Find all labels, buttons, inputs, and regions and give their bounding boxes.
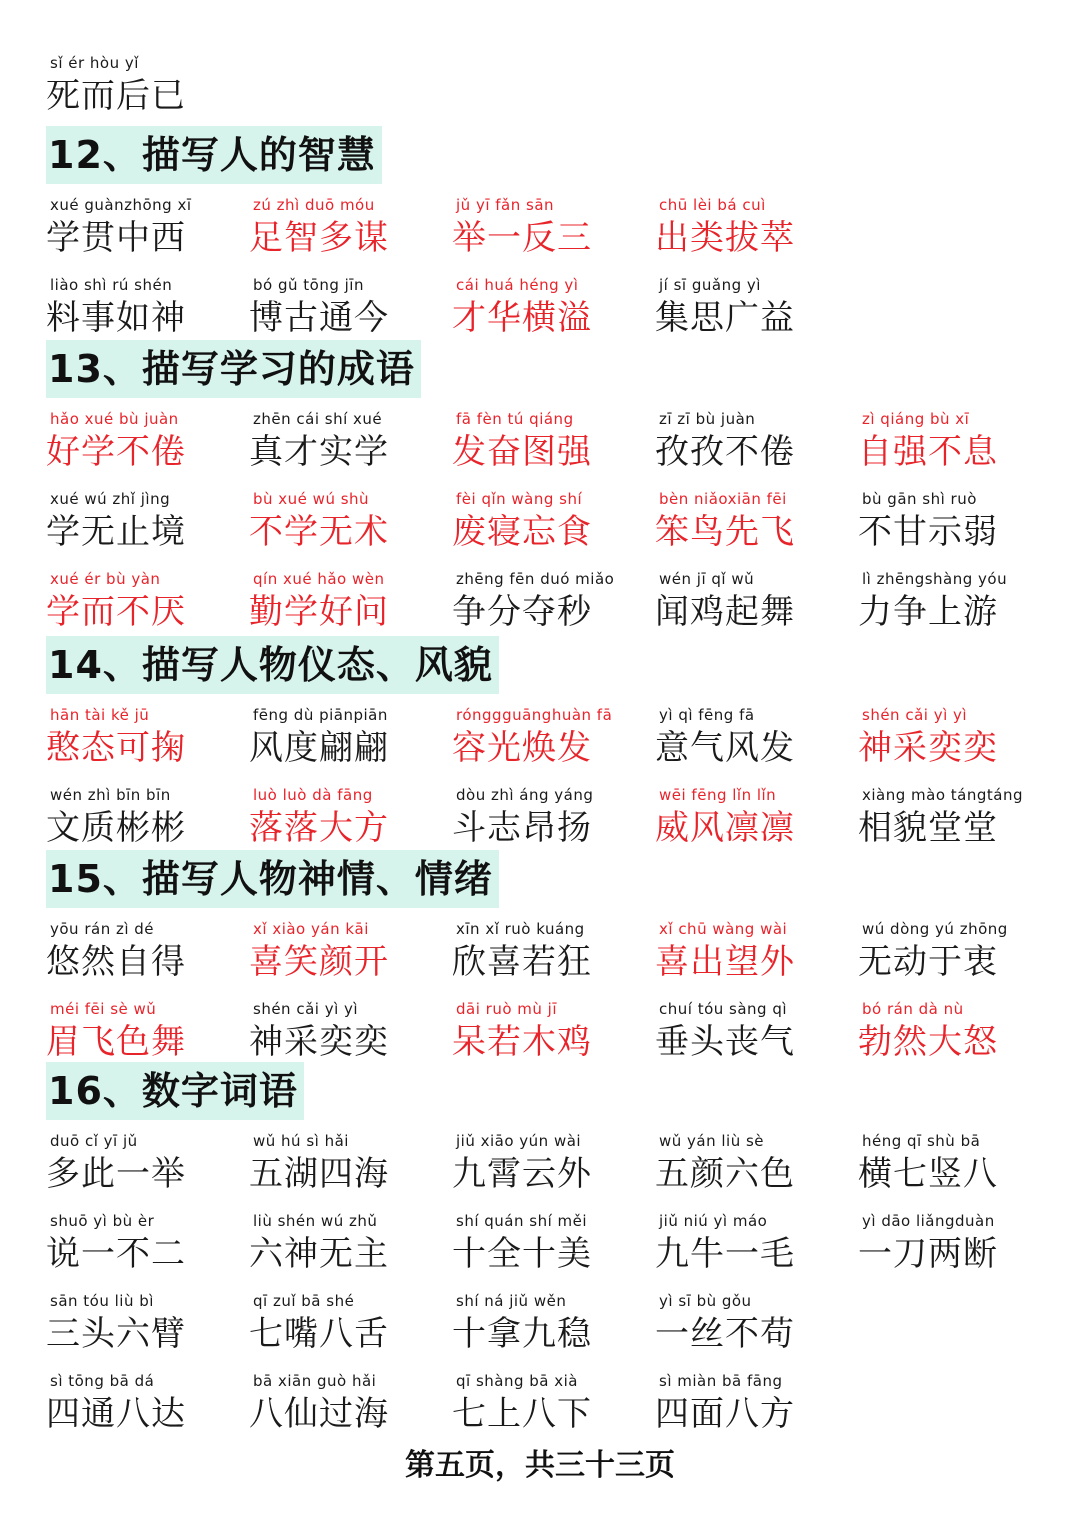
pinyin: qín xué hǎo wèn [253,570,385,588]
idiom-item [452,1370,642,1436]
idiom-item [249,1130,439,1196]
idiom-text: 孜孜不倦 [655,432,795,472]
idiom-item [655,784,845,850]
idiom-item [655,918,845,984]
idiom-item [858,488,1048,554]
pinyin: sān tóu liù bì [50,1292,154,1310]
idiom-text: 五湖四海 [249,1154,389,1194]
idiom-item [655,408,845,474]
pinyin: méi fēi sè wǔ [50,1000,157,1018]
idiom-item [249,568,439,634]
pinyin: xǐ xiào yán kāi [253,920,369,938]
pinyin: bù xué wú shù [253,490,370,508]
idiom-item [46,784,236,850]
pinyin: jiǔ niú yì máo [659,1212,768,1230]
idiom-text: 不甘示弱 [858,512,998,552]
pinyin: qī shàng bā xià [456,1372,578,1390]
pinyin: bó gǔ tōng jīn [253,276,364,294]
idiom-item [452,704,642,770]
idiom-text: 死而后已 [46,76,186,116]
idiom-item [46,568,236,634]
lead-idiom [46,52,186,118]
idiom-item [655,1290,845,1356]
idiom-text: 真才实学 [249,432,389,472]
pinyin: xué guànzhōng xī [50,196,192,214]
idiom-item [655,704,845,770]
section-2 [46,340,1080,648]
pinyin: fèi qǐn wàng shí [456,490,583,508]
idiom-text: 九霄云外 [452,1154,592,1194]
idiom-item [249,1290,439,1356]
idiom-text: 博古通今 [249,298,389,338]
section-title: 14、描写人物仪态、风貌 [46,636,499,694]
pinyin: shuō yì bù èr [50,1212,155,1230]
idiom-text: 相貌堂堂 [858,808,998,848]
section-title: 16、数字词语 [46,1062,304,1120]
section-4 [46,850,1080,1078]
idiom-item [452,1130,642,1196]
pinyin: bù gān shì ruò [862,490,977,508]
pinyin: luò luò dà fāng [253,786,373,804]
pinyin: sì miàn bā fāng [659,1372,783,1390]
idiom-item [858,1210,1048,1276]
pinyin: zī zī bù juàn [659,410,756,428]
idiom-text: 无动于衷 [858,942,998,982]
idiom-text: 勤学好问 [249,592,389,632]
idiom-text: 呆若木鸡 [452,1022,592,1062]
idiom-text: 四面八方 [655,1394,795,1434]
idiom-item [46,998,236,1064]
idiom-item [452,194,642,260]
idiom-text: 风度翩翩 [249,728,389,768]
idiom-grid [46,704,1080,864]
idiom-item [249,998,439,1064]
idiom-item [249,488,439,554]
idiom-text: 三头六臂 [46,1314,186,1354]
pinyin: lì zhēngshàng yóu [862,570,1008,588]
pinyin: sǐ ér hòu yǐ [50,54,139,72]
idiom-item [249,408,439,474]
idiom-item [655,274,845,340]
pinyin: xīn xǐ ruò kuáng [456,920,585,938]
idiom-item [46,704,236,770]
idiom-item [858,1130,1048,1196]
idiom-item [452,1210,642,1276]
pinyin: yì dāo liǎngduàn [862,1212,995,1230]
idiom-item [249,1210,439,1276]
pinyin: dòu zhì áng yáng [456,786,594,804]
idiom-text: 九牛一毛 [655,1234,795,1274]
idiom-text: 好学不倦 [46,432,186,472]
idiom-item [452,274,642,340]
pinyin: yì qì fēng fā [659,706,755,724]
pinyin: qī zuǐ bā shé [253,1292,355,1310]
section-1 [46,126,1080,354]
idiom-text: 眉飞色舞 [46,1022,186,1062]
idiom-item [452,998,642,1064]
idiom-item [452,1290,642,1356]
pinyin: zhēn cái shí xué [253,410,383,428]
idiom-item [858,408,1048,474]
pinyin: héng qī shù bā [862,1132,981,1150]
idiom-text: 一丝不苟 [655,1314,795,1354]
pinyin: wǔ hú sì hǎi [253,1132,349,1150]
idiom-item [46,194,236,260]
idiom-item [249,194,439,260]
pinyin: dāi ruò mù jī [456,1000,557,1018]
idiom-item [452,784,642,850]
idiom-item [46,408,236,474]
pinyin: yì sī bù gǒu [659,1292,752,1310]
idiom-text: 横七竖八 [858,1154,998,1194]
idiom-text: 四通八达 [46,1394,186,1434]
idiom-text: 多此一举 [46,1154,186,1194]
pinyin: rónggguānghuàn fā [456,706,613,724]
idiom-text: 足智多谋 [249,218,389,258]
idiom-text: 喜笑颜开 [249,942,389,982]
pinyin: wén zhì bīn bīn [50,786,171,804]
pinyin: bó rán dà nù [862,1000,964,1018]
idiom-text: 集思广益 [655,298,795,338]
idiom-item [46,1370,236,1436]
pinyin: shí ná jiǔ wěn [456,1292,567,1310]
pinyin: xué ér bù yàn [50,570,161,588]
pinyin: shén cǎi yì yì [253,1000,359,1018]
idiom-item [858,784,1048,850]
idiom-item [655,194,845,260]
idiom-text: 不学无术 [249,512,389,552]
pinyin: shí quán shí měi [456,1212,588,1230]
pinyin: liù shén wú zhǔ [253,1212,378,1230]
pinyin: yōu rán zì dé [50,920,155,938]
pinyin: chū lèi bá cuì [659,196,766,214]
idiom-item [452,568,642,634]
idiom-item [452,488,642,554]
idiom-text: 喜出望外 [655,942,795,982]
idiom-text: 神采奕奕 [249,1022,389,1062]
idiom-item [858,998,1048,1064]
idiom-item [46,918,236,984]
idiom-text: 落落大方 [249,808,389,848]
idiom-text: 神采奕奕 [858,728,998,768]
idiom-text: 十全十美 [452,1234,592,1274]
pinyin: zú zhì duō móu [253,196,375,214]
pinyin: cái huá héng yì [456,276,579,294]
idiom-text: 七上八下 [452,1394,592,1434]
pinyin: fēng dù piānpiān [253,706,388,724]
pinyin: xǐ chū wàng wài [659,920,788,938]
idiom-item [46,488,236,554]
pinyin: liào shì rú shén [50,276,173,294]
idiom-item [46,1130,236,1196]
idiom-text: 悠然自得 [46,942,186,982]
page-footer: 第五页，共三十三页 [405,1448,675,1483]
pinyin: xiàng mào tángtáng [862,786,1023,804]
idiom-item [46,1210,236,1276]
idiom-item [655,488,845,554]
pinyin: duō cǐ yī jǔ [50,1132,138,1150]
pinyin: fā fèn tú qiáng [456,410,574,428]
idiom-text: 容光焕发 [452,728,592,768]
idiom-text: 力争上游 [858,592,998,632]
idiom-item [249,704,439,770]
idiom-item [46,274,236,340]
pinyin: wǔ yán liù sè [659,1132,765,1150]
idiom-text: 料事如神 [46,298,186,338]
pinyin: wú dòng yú zhōng [862,920,1008,938]
pinyin: bā xiān guò hǎi [253,1372,377,1390]
section-3 [46,636,1080,864]
pinyin: zì qiáng bù xī [862,410,970,428]
idiom-text: 举一反三 [452,218,592,258]
idiom-item [249,918,439,984]
idiom-item [46,1290,236,1356]
idiom-text: 五颜六色 [655,1154,795,1194]
idiom-grid [46,408,1080,648]
idiom-text: 学而不厌 [46,592,186,632]
idiom-text: 发奋图强 [452,432,592,472]
idiom-text: 欣喜若狂 [452,942,592,982]
pinyin: wēi fēng lǐn lǐn [659,786,777,804]
idiom-item [249,274,439,340]
pinyin: zhēng fēn duó miǎo [456,570,615,588]
idiom-item [655,1130,845,1196]
idiom-text: 垂头丧气 [655,1022,795,1062]
idiom-grid [46,194,1080,354]
idiom-item [452,918,642,984]
section-title: 15、描写人物神情、情绪 [46,850,499,908]
pinyin: jí sī guǎng yì [659,276,761,294]
pinyin: sì tōng bā dá [50,1372,155,1390]
idiom-text: 自强不息 [858,432,998,472]
idiom-text: 勃然大怒 [858,1022,998,1062]
pinyin: xué wú zhǐ jìng [50,490,171,508]
idiom-text: 意气风发 [655,728,795,768]
idiom-item [249,784,439,850]
idiom-grid [46,1130,1080,1450]
pinyin: jiǔ xiāo yún wài [456,1132,582,1150]
pinyin: wén jī qǐ wǔ [659,570,755,588]
idiom-text: 一刀两断 [858,1234,998,1274]
idiom-text: 威风凛凛 [655,808,795,848]
idiom-text: 憨态可掬 [46,728,186,768]
idiom-item [655,1370,845,1436]
idiom-item [249,1370,439,1436]
pinyin: bèn niǎoxiān fēi [659,490,787,508]
idiom-item [655,568,845,634]
idiom-text: 十拿九稳 [452,1314,592,1354]
idiom-text: 学无止境 [46,512,186,552]
idiom-text: 争分夺秒 [452,592,592,632]
idiom-text: 笨鸟先飞 [655,512,795,552]
section-title: 12、描写人的智慧 [46,126,382,184]
idiom-text: 文质彬彬 [46,808,186,848]
idiom-text: 八仙过海 [249,1394,389,1434]
idiom-text: 闻鸡起舞 [655,592,795,632]
idiom-item [858,704,1048,770]
pinyin: jǔ yī fǎn sān [456,196,555,214]
idiom-text: 废寝忘食 [452,512,592,552]
idiom-text: 说一不二 [46,1234,186,1274]
section-title: 13、描写学习的成语 [46,340,421,398]
idiom-text: 才华横溢 [452,298,592,338]
idiom-item [655,998,845,1064]
idiom-item [452,408,642,474]
section-5 [46,1062,1080,1450]
pinyin: chuí tóu sàng qì [659,1000,788,1018]
idiom-grid [46,918,1080,1078]
idiom-item [858,918,1048,984]
idiom-item [655,1210,845,1276]
idiom-item [858,568,1048,634]
pinyin: hān tài kě jū [50,706,150,724]
idiom-text: 六神无主 [249,1234,389,1274]
pinyin: hǎo xué bù juàn [50,410,179,428]
idiom-text: 斗志昂扬 [452,808,592,848]
idiom-text: 学贯中西 [46,218,186,258]
pinyin: shén cǎi yì yì [862,706,968,724]
idiom-text: 七嘴八舌 [249,1314,389,1354]
idiom-text: 出类拔萃 [655,218,795,258]
